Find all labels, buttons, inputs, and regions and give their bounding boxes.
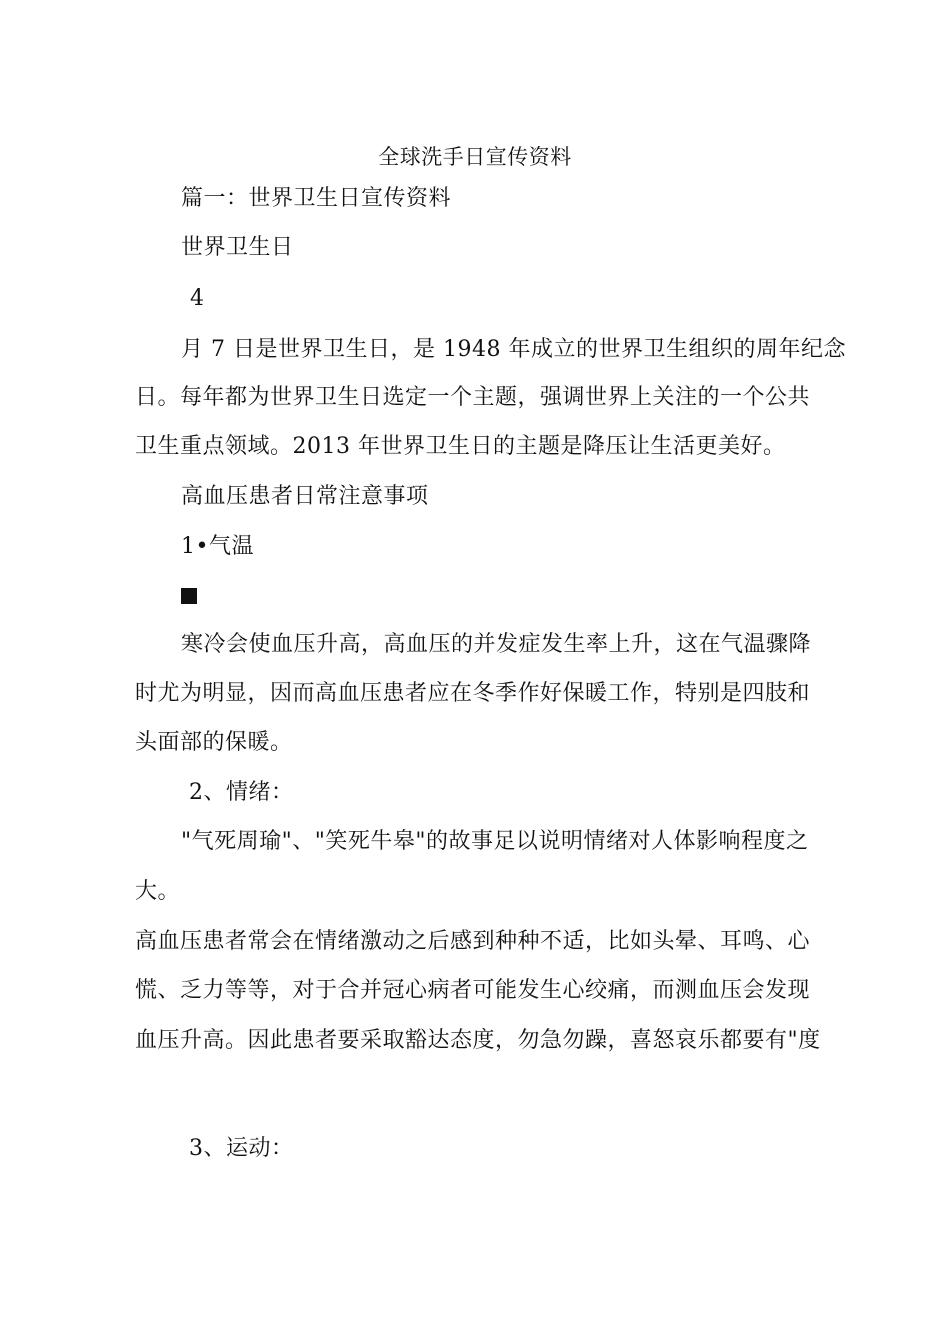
intro-line-3: 卫生重点领域。2013 年世界卫生日的主题是降压让生活更美好。 [135,434,786,459]
item2-line-1: "气死周瑜"、"笑死牛皋"的故事足以说明情绪对人体影响程度之 [181,829,809,854]
document-title: 全球洗手日宣传资料 [378,145,572,169]
intro-line-2: 日。每年都为世界卫生日选定一个主题，强调世界上关注的一个公共 [135,385,811,410]
section-heading: 篇一：世界卫生日宣传资料 [181,186,452,211]
item2-heading: 2、情绪： [189,780,294,805]
item1-heading: 1•气温 [181,534,254,559]
notes-heading: 高血压患者日常注意事项 [181,484,429,509]
item2-line-2: 大。 [135,879,181,904]
item1-line-1: 寒冷会使血压升高，高血压的并发症发生率上升，这在气温骤降 [181,632,812,657]
subheading: 世界卫生日 [181,235,294,260]
item2-line-5: 血压升高。因此患者要采取豁达态度，勿急勿躁，喜怒哀乐都要有"度 [135,1028,821,1053]
item1-line-2: 时尤为明显，因而高血压患者应在冬季作好保暖工作，特别是四肢和 [135,681,811,706]
intro-line-1: 月 7 日是世界卫生日，是 1948 年成立的世界卫生组织的周年纪念 [181,337,846,362]
item1-line-3: 头面部的保暖。 [135,730,293,755]
item2-line-4: 慌、乏力等等，对于合并冠心病者可能发生心绞痛，而测血压会发现 [135,978,811,1003]
item2-line-3: 高血压患者常会在情绪激动之后感到种种不适，比如头晕、耳鸣、心 [135,929,811,954]
item3-heading: 3、运动： [189,1136,294,1161]
date-number: 4 [190,286,205,311]
black-square-marker [181,588,197,604]
